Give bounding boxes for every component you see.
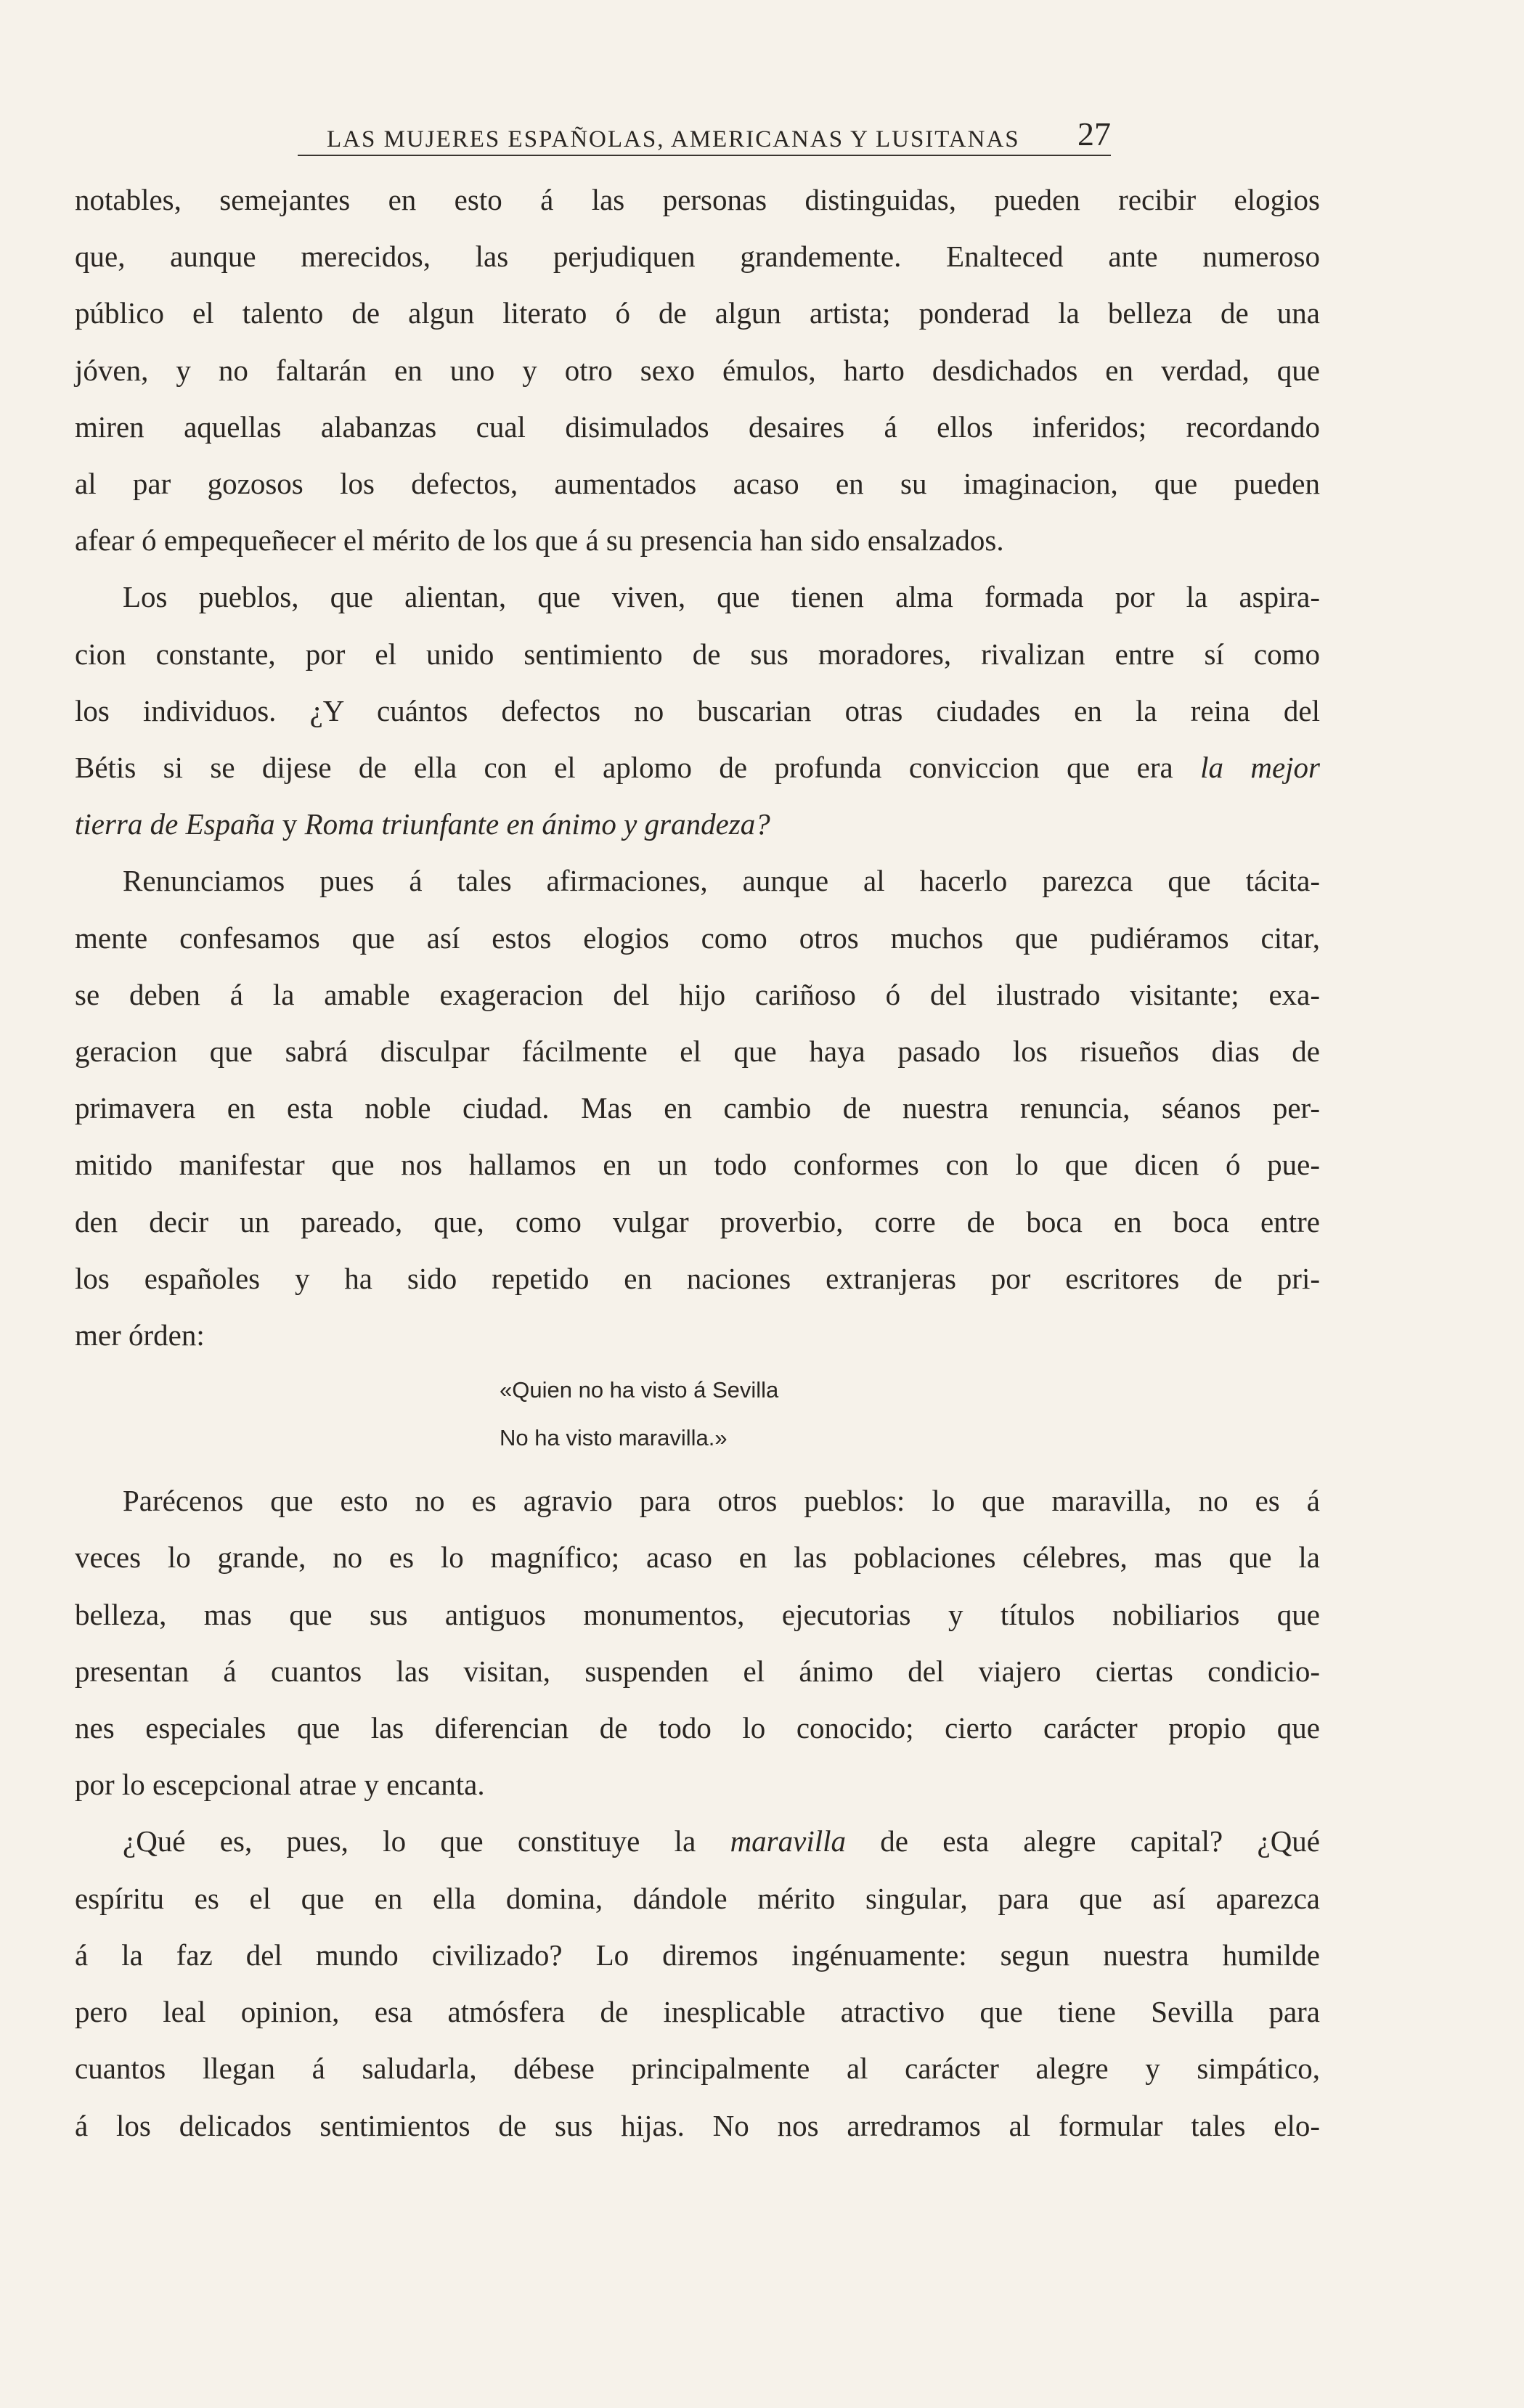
text-line: jóven, y no faltarán en uno y otro sexo émulos, harto desdichados en verdad, que bbox=[75, 353, 1320, 387]
text-line: cion constante, por el unido sentimiento de sus moradores, rivalizan entre sí como bbox=[75, 637, 1320, 671]
text-line: á la faz del mundo civilizado? Lo diremos ingénuamente: segun nuestra humilde bbox=[75, 1938, 1320, 1972]
text-line: Los pueblos, que alientan, que viven, que tienen alma formada por la aspira- bbox=[123, 580, 1320, 614]
text-line: espíritu es el que en ella domina, dándole mérito singular, para que así aparezca bbox=[75, 1881, 1320, 1915]
page-number: 27 bbox=[1077, 115, 1111, 152]
verse-line: «Quien no ha visto á Sevilla bbox=[500, 1377, 779, 1403]
text-line: belleza, mas que sus antiguos monumentos, ejecutorias y títulos nobiliarios que bbox=[75, 1597, 1320, 1631]
text-line: mer órden: bbox=[75, 1318, 205, 1352]
body-text bbox=[75, 171, 1320, 2154]
text-line: miren aquellas alabanzas cual disimulados desaires á ellos inferidos; recordando bbox=[75, 409, 1320, 444]
paragraph bbox=[75, 1472, 1320, 1813]
paragraph bbox=[75, 171, 1320, 568]
text-line: por lo escepcional atrae y encanta. bbox=[75, 1768, 485, 1802]
text-line: notables, semejantes en esto á las personas distinguidas, pueden recibir elogios bbox=[75, 183, 1320, 216]
text-line: á los delicados sentimientos de sus hijas. No nos arredramos al formular tales elo- bbox=[75, 2108, 1320, 2142]
running-title: LAS MUJERES ESPAÑOLAS, AMERICANAS Y LUSITANAS bbox=[327, 126, 1020, 152]
text-line: mitido manifestar que nos hallamos en un todo conformes con lo que dicen ó pue- bbox=[75, 1148, 1320, 1182]
verse-quote bbox=[75, 1366, 1320, 1462]
text-line: se deben á la amable exageracion del hijo cariñoso ó del ilustrado visitante; exa- bbox=[75, 977, 1320, 1011]
text-line: mente confesamos que así estos elogios como otros muchos que pudiéramos citar, bbox=[75, 921, 1320, 955]
paragraph bbox=[75, 852, 1320, 1363]
text-line: veces lo grande, no es lo magnífico; acaso en las poblaciones célebres, mas que la bbox=[75, 1540, 1320, 1575]
text-line: den decir un pareado, que, como vulgar proverbio, corre de boca en boca entre bbox=[75, 1204, 1320, 1238]
paragraph bbox=[75, 1813, 1320, 2153]
text-line: que, aunque merecidos, las perjudiquen grandemente. Enalteced ante numeroso bbox=[75, 240, 1320, 274]
text-line: primavera en esta noble ciudad. Mas en cambio de nuestra renuncia, séanos per- bbox=[75, 1091, 1320, 1125]
page-header bbox=[298, 115, 1111, 153]
text-line: cuantos llegan á saludarla, débese principalmente al carácter alegre y simpático, bbox=[75, 2052, 1320, 2086]
text-line: nes especiales que las diferencian de todo lo conocido; cierto carácter propio que bbox=[75, 1711, 1320, 1745]
text-line: pero leal opinion, esa atmósfera de inesplicable atractivo que tiene Sevilla para bbox=[75, 1995, 1320, 2029]
text-line: los individuos. ¿Y cuántos defectos no buscarian otras ciudades en la reina del bbox=[75, 693, 1320, 727]
text-line: Bétis si se dijese de ella con el aplomo de profunda conviccion que era la mejor bbox=[75, 751, 1320, 785]
text-line: tierra de España y Roma triunfante en ánimo y grandeza? bbox=[75, 807, 770, 841]
text-line: al par gozosos los defectos, aumentados acaso en su imaginacion, que pueden bbox=[75, 467, 1320, 501]
text-line: ¿Qué es, pues, lo que constituye la maravilla de esta alegre capital? ¿Qué bbox=[123, 1824, 1321, 1858]
text-line: Parécenos que esto no es agravio para otros pueblos: lo que maravilla, no es á bbox=[123, 1484, 1320, 1518]
header-rule bbox=[298, 155, 1111, 156]
verse-line: No ha visto maravilla.» bbox=[500, 1425, 728, 1451]
text-line: los españoles y ha sido repetido en naciones extranjeras por escritores de pri- bbox=[75, 1261, 1320, 1295]
text-line: público el talento de algun literato ó de algun artista; ponderad la belleza de una bbox=[75, 296, 1320, 330]
text-line: presentan á cuantos las visitan, suspenden el ánimo del viajero ciertas condicio- bbox=[75, 1654, 1320, 1688]
paragraph bbox=[75, 568, 1320, 852]
text-line: Renunciamos pues á tales afirmaciones, aunque al hacerlo parezca que tácita- bbox=[123, 864, 1320, 898]
text-line: afear ó empequeñecer el mérito de los que á su presencia han sido ensalzados. bbox=[75, 523, 1004, 558]
text-line: geracion que sabrá disculpar fácilmente el que haya pasado los risueños dias de bbox=[75, 1034, 1320, 1069]
